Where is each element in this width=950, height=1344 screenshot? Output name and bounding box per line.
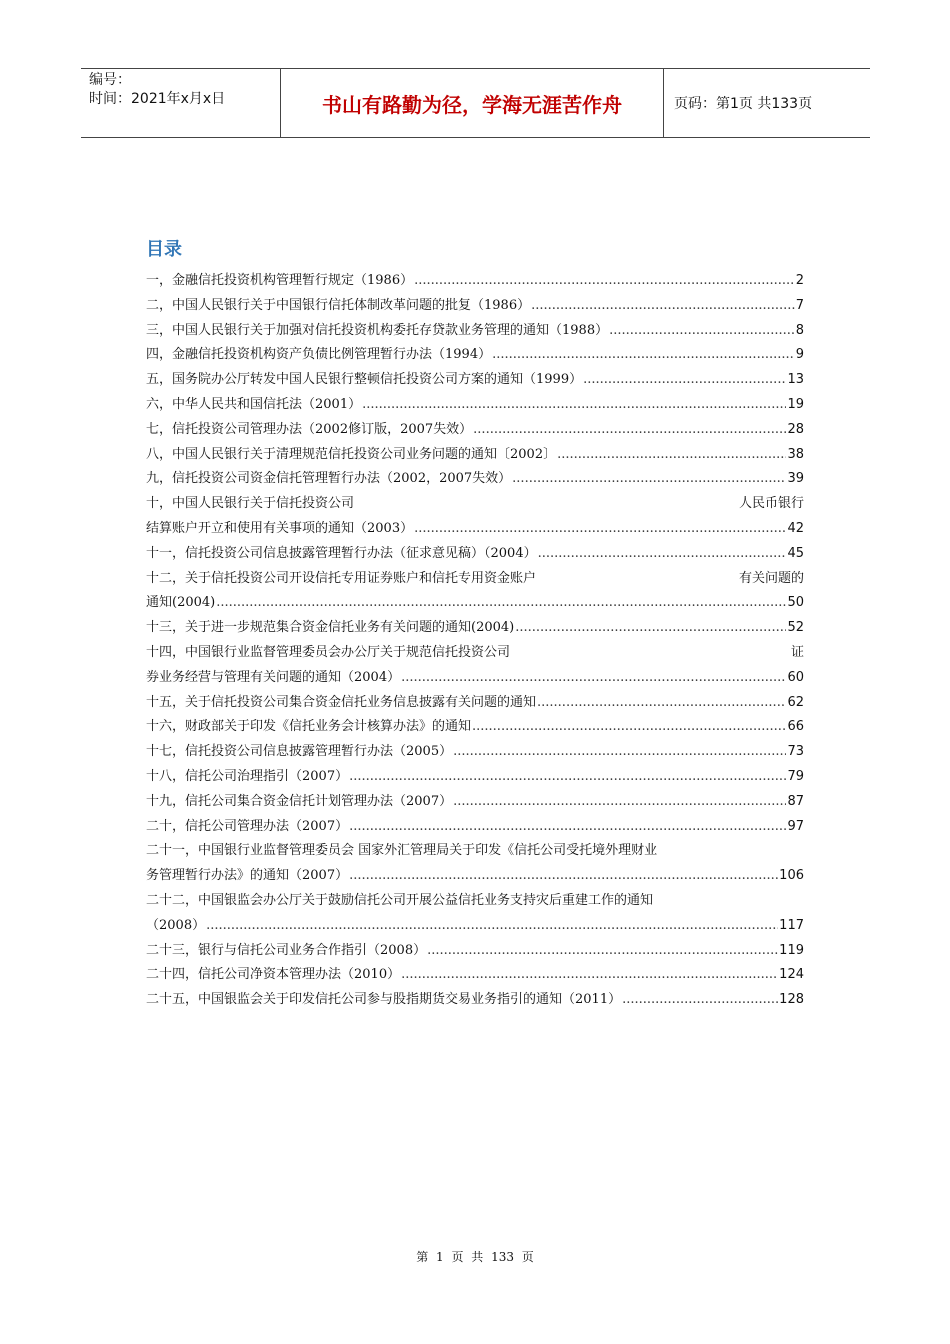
toc-entry[interactable] — [146, 988, 804, 1013]
toc-entry-title: 七，信托投资公司管理办法（2002修订版，2007失效） — [146, 421, 473, 437]
dot-leader — [427, 939, 778, 964]
toc-entry-title: 二十五，中国银监会关于印发信托公司参与股指期货交易业务指引的通知（2011） — [146, 992, 622, 1008]
toc-entry-page: 7 — [795, 297, 804, 313]
dot-leader — [453, 790, 786, 815]
toc-entry-title: 一，金融信托投资机构管理暂行规定（1986） — [146, 273, 414, 288]
dot-leader — [414, 269, 795, 294]
toc-entry-page: 66 — [787, 719, 804, 735]
dot-leader — [512, 467, 786, 492]
toc-entry-page: 13 — [787, 372, 804, 388]
header-meta — [81, 69, 281, 137]
toc-entry[interactable] — [146, 939, 804, 964]
toc-entry-page: 45 — [787, 545, 804, 561]
toc-entry-page: 28 — [787, 421, 804, 437]
toc-entry[interactable] — [146, 418, 804, 443]
toc-entry-title: 九，信托投资公司资金信托管理暂行办法（2002，2007失效） — [146, 471, 512, 487]
toc-entry-title-part: 二十一，中国银行业监督管理委员会 国家外汇管理局关于印发《信托公司受托境外理财业 — [146, 843, 658, 859]
dot-leader — [472, 715, 786, 740]
dot-leader — [492, 343, 795, 368]
page-footer: 第 1 页 共 133 页 — [416, 1250, 534, 1264]
toc-entry-title: 通知(2004) — [146, 595, 216, 611]
dot-leader — [349, 765, 786, 790]
toc-entry-title: 三，中国人民银行关于加强对信托投资机构委托存贷款业务管理的通知（1988） — [146, 322, 609, 338]
dot-leader — [473, 418, 786, 443]
toc-entry[interactable] — [146, 616, 804, 641]
toc-entry[interactable] — [146, 790, 804, 815]
dot-leader — [537, 691, 786, 716]
toc-entry-page: 87 — [787, 793, 804, 809]
toc-entry[interactable] — [146, 815, 804, 840]
dot-leader — [515, 616, 786, 641]
dot-leader — [216, 591, 786, 616]
toc-entry[interactable] — [146, 963, 804, 988]
toc-entry-title: 二十三，银行与信托公司业务合作指引（2008） — [146, 942, 427, 958]
dot-leader — [609, 319, 795, 344]
toc-entry-title: 六，中华人民共和国信托法（2001） — [146, 396, 362, 412]
header-page-info: 页码：第1页 共133页 — [674, 96, 813, 112]
toc-entry-page: 60 — [787, 669, 804, 685]
toc-entry[interactable] — [146, 294, 804, 319]
toc-entry-title-part: 人民币银行 — [738, 496, 804, 512]
dot-leader — [453, 740, 786, 765]
toc-entry-page: 62 — [787, 694, 804, 710]
toc-entry[interactable] — [146, 368, 804, 393]
toc-entry-title: 五，国务院办公厅转发中国人民银行整顿信托投资公司方案的通知（1999） — [146, 372, 583, 388]
toc-entry-title: 十八，信托公司治理指引（2007） — [146, 768, 349, 784]
dot-leader — [362, 393, 786, 418]
dot-leader — [401, 666, 786, 691]
toc-entry-title: 二十四，信托公司净资本管理办法（2010） — [146, 967, 401, 983]
header-motto: 书山有路勤为径，学海无涯苦作舟 — [281, 69, 664, 137]
toc-entry-title: 十五，关于信托投资公司集合资金信托业务信息披露有关问题的通知 — [146, 694, 537, 710]
toc-entry[interactable] — [146, 765, 804, 790]
toc-entry-title-part: 证 — [790, 644, 804, 660]
toc-entry[interactable] — [146, 492, 804, 542]
toc-entry-title-part: 十四，中国银行业监督管理委员会办公厅关于规范信托投资公司 — [146, 644, 511, 660]
toc-entry-title: 十一，信托投资公司信息披露管理暂行办法（征求意见稿）（2004） — [146, 545, 537, 561]
dot-leader — [349, 815, 786, 840]
dot-leader — [206, 914, 778, 939]
dot-leader — [557, 443, 786, 468]
toc-entry-page: 79 — [787, 768, 804, 784]
toc-entry-title: 券业务经营与管理有关问题的通知（2004） — [146, 669, 401, 685]
toc-entry-title: 结算账户开立和使用有关事项的通知（2003） — [146, 520, 414, 536]
toc-entry-title: （2008） — [146, 917, 206, 933]
toc-entry-page: 9 — [795, 347, 804, 363]
toc-entry[interactable] — [146, 269, 804, 294]
toc-entry-page: 39 — [787, 471, 804, 487]
table-of-contents — [146, 269, 804, 1013]
toc-entry-title: 八，中国人民银行关于清理规范信托投资公司业务问题的通知〔2002〕 — [146, 446, 557, 462]
toc-entry-page: 52 — [787, 620, 804, 636]
toc-entry-page: 119 — [779, 942, 804, 958]
toc-entry[interactable] — [146, 319, 804, 344]
toc-entry[interactable] — [146, 542, 804, 567]
toc-entry-page: 97 — [787, 818, 804, 834]
toc-entry-title-part: 二十二，中国银监会办公厅关于鼓励信托公司开展公益信托业务支持灾后重建工作的通知 — [146, 892, 654, 908]
toc-entry-page: 106 — [779, 868, 804, 884]
toc-entry-title: 十三，关于进一步规范集合资金信托业务有关问题的通知(2004) — [146, 620, 515, 636]
dot-leader — [531, 294, 795, 319]
toc-entry-page: 42 — [787, 520, 804, 536]
number-label: 编号： — [89, 72, 131, 88]
toc-entry[interactable] — [146, 443, 804, 468]
time-label: 时间：2021年x月x日 — [89, 91, 226, 107]
toc-entry[interactable] — [146, 467, 804, 492]
dot-leader — [538, 542, 787, 567]
toc-entry-title: 十九，信托公司集合资金信托计划管理办法（2007） — [146, 793, 453, 809]
toc-entry-title: 十七，信托投资公司信息披露管理暂行办法（2005） — [146, 744, 453, 760]
dot-leader — [583, 368, 786, 393]
toc-entry[interactable] — [146, 839, 804, 889]
toc-entry[interactable] — [146, 567, 804, 617]
toc-entry-title: 二，中国人民银行关于中国银行信托体制改革问题的批复（1986） — [146, 297, 531, 313]
toc-entry-title: 务管理暂行办法》的通知（2007） — [146, 868, 349, 884]
toc-entry-page: 73 — [787, 744, 804, 760]
toc-entry-title: 十六，财政部关于印发《信托业务会计核算办法》的通知 — [146, 719, 472, 735]
toc-entry-title: 四，金融信托投资机构资产负债比例管理暂行办法（1994） — [146, 347, 492, 363]
toc-entry-page: 117 — [779, 917, 804, 933]
toc-entry-page: 38 — [787, 446, 804, 462]
toc-entry-page: 50 — [787, 595, 804, 611]
toc-entry[interactable] — [146, 715, 804, 740]
toc-entry-title-part: 有关问题的 — [738, 570, 804, 586]
page-header — [81, 68, 870, 138]
toc-entry[interactable] — [146, 740, 804, 765]
toc-entry[interactable] — [146, 641, 804, 691]
toc-entry-title-part: 十二，关于信托投资公司开设信托专用证券账户和信托专用资金账户 — [146, 570, 537, 586]
toc-entry-page: 2 — [795, 273, 804, 288]
toc-entry[interactable] — [146, 691, 804, 716]
toc-entry-title: 二十，信托公司管理办法（2007） — [146, 818, 349, 834]
dot-leader — [401, 963, 778, 988]
toc-entry[interactable] — [146, 889, 804, 939]
dot-leader — [622, 988, 778, 1013]
toc-entry-title-part: 十，中国人民银行关于信托投资公司 — [146, 496, 355, 512]
dot-leader — [349, 864, 778, 889]
dot-leader — [414, 517, 786, 542]
toc-entry[interactable] — [146, 393, 804, 418]
toc-entry-page: 19 — [787, 396, 804, 412]
toc-entry-page: 124 — [779, 967, 804, 983]
toc-entry-page: 128 — [779, 992, 804, 1008]
toc-entry[interactable] — [146, 343, 804, 368]
toc-entry-page: 8 — [795, 322, 804, 338]
toc-title: 目录 — [146, 239, 182, 260]
